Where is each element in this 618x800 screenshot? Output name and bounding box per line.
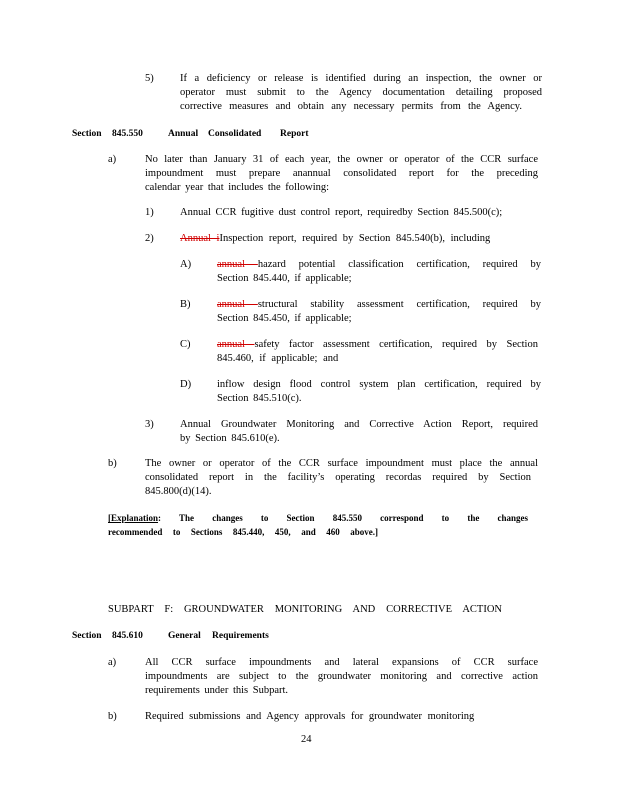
item-A-label: A) — [180, 259, 192, 270]
subpart-heading: SUBPART F: GROUNDWATER MONITORING AND CORRECTIVE ACTION — [108, 604, 502, 615]
subsection-a-label: a) — [108, 657, 117, 668]
subsection-b-text: Required submissions and Agency approvals for groundwater monitoring — [145, 711, 475, 722]
explanation-line — [108, 512, 528, 525]
item-A-line — [217, 258, 541, 271]
item-B-line — [217, 298, 541, 311]
item-C-line: 845.460, if applicable; and — [217, 353, 339, 364]
item-A-line: Section 845.440, if applicable; — [217, 273, 352, 284]
item-D-label: D) — [180, 379, 192, 390]
section-label: Section — [72, 631, 102, 641]
item-B-text: structural stability assessment certification, required by — [257, 299, 541, 310]
item-B-line: Section 845.450, if applicable; — [217, 313, 352, 324]
item-5-line: If a deficiency or release is identified during an inspection, the owner or — [180, 73, 542, 84]
item-3-line: Annual Groundwater Monitoring and Corrective Action Report, required — [180, 419, 538, 430]
subsection-a-line: impoundments are subject to the groundwater monitoring and corrective action — [145, 671, 538, 682]
item-D-line: Section 845.510(c). — [217, 393, 302, 404]
item-3-label: 3) — [145, 419, 154, 430]
section-title-word: Requirements — [212, 631, 269, 641]
subsection-a-line: calendar year that includes the following: — [145, 182, 330, 193]
item-2-label: 2) — [145, 233, 154, 244]
item-1-text: Annual CCR fugitive dust control report, requiredby Section 845.500(c); — [180, 207, 503, 218]
subsection-b-label: b) — [108, 711, 117, 722]
item-B-label: B) — [180, 299, 191, 310]
deleted-text: annual — [217, 259, 258, 270]
section-title-word: Consolidated — [208, 129, 262, 139]
deleted-text: Annual i — [180, 233, 220, 244]
page-number: 24 — [301, 734, 312, 745]
subsection-a-line: No later than January 31 of each year, the owner or operator of the CCR surface — [145, 154, 538, 165]
item-C-text: safety factor assessment certification, required by Section — [254, 339, 538, 350]
subsection-b-line: 845.800(d)(14). — [145, 486, 212, 497]
item-5-label: 5) — [145, 73, 154, 84]
subsection-a-line: impoundment must prepare anannual consolidated report for the preceding — [145, 168, 538, 179]
item-3-line: by Section 845.610(e). — [180, 433, 280, 444]
subsection-b-line: The owner or operator of the CCR surface impoundment must place the annual — [145, 458, 538, 469]
item-D-line: inflow design flood control system plan certification, required by — [217, 379, 541, 390]
subsection-a-line: All CCR surface impoundments and lateral expansions of CCR surface — [145, 657, 538, 668]
item-C-line — [217, 338, 538, 351]
subsection-b-line: consolidated report in the facility’s operating recordas required by Section — [145, 472, 531, 483]
deleted-text: annual — [217, 299, 258, 310]
section-number: 845.550 — [112, 129, 143, 139]
section-number: 845.610 — [112, 631, 143, 641]
section-label: Section — [72, 129, 102, 139]
subsection-b-label: b) — [108, 458, 117, 469]
item-5-line: corrective measures and obtain any necessary permits from the Agency. — [180, 101, 522, 112]
deleted-text: annual — [217, 339, 255, 350]
section-title-word: General — [168, 631, 201, 641]
explanation-text: : The changes to Section 845.550 correspond to the changes — [158, 513, 528, 523]
section-title-word: Report — [280, 129, 309, 139]
item-1-label: 1) — [145, 207, 154, 218]
item-A-text: hazard potential classification certification, required by — [257, 259, 541, 270]
section-title-word: Annual — [168, 129, 199, 139]
item-C-label: C) — [180, 339, 191, 350]
explanation-head: [Explanation — [108, 513, 159, 523]
item-2-line — [180, 232, 490, 245]
subsection-a-label: a) — [108, 154, 117, 165]
item-2-text: Inspection report, required by Section 845.540(b), including — [219, 233, 491, 244]
item-5-line: operator must submit to the Agency documentation detailing proposed — [180, 87, 542, 98]
subsection-a-line: requirements under this Subpart. — [145, 685, 289, 696]
explanation-line: recommended to Sections 845.440, 450, and 460 above.] — [108, 527, 378, 537]
